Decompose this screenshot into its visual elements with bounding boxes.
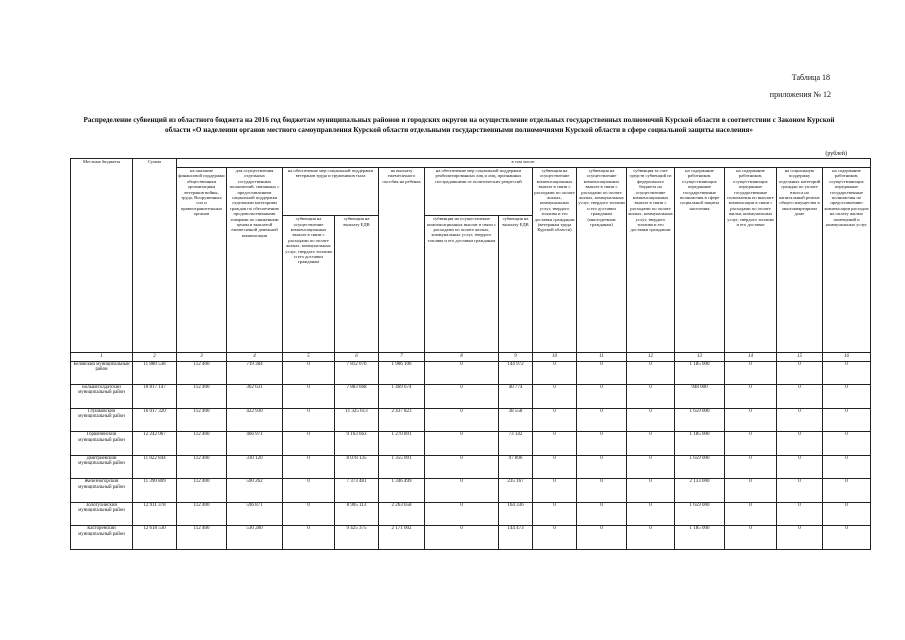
value-cell: 0 (823, 526, 871, 550)
value-cell: 0 (577, 502, 627, 526)
value-cell: 0 (627, 432, 675, 456)
header-in-that-number: в том числе: (177, 159, 871, 168)
value-cell: 719 384 (227, 361, 283, 385)
value-cell: 0 (425, 432, 499, 456)
value-cell: 0 (533, 502, 577, 526)
subsidy-table (70, 158, 871, 550)
value-cell: 12 242 067 (133, 432, 177, 456)
value-cell: 0 (577, 361, 627, 385)
value-cell: 0 (533, 479, 577, 503)
table-row (71, 432, 871, 456)
value-cell: 0 (577, 408, 627, 432)
region-name: Дмитриевский муниципальный район (71, 455, 133, 479)
header-col-15: на социальную поддержку отдельных категорий граждан по уплате взноса на капитальный ремонт общего имущества в многоквартирном доме (777, 168, 823, 353)
value-cell: 0 (283, 361, 335, 385)
value-cell: 0 (777, 455, 823, 479)
value-cell: 1 355 091 (379, 455, 425, 479)
region-name: Большесолдатский муниципальный район (71, 385, 133, 409)
value-cell: 0 (283, 502, 335, 526)
table-row (71, 526, 871, 550)
value-cell: 112 400 (177, 408, 227, 432)
value-cell: 11 880 538 (133, 361, 177, 385)
value-cell: 0 (425, 526, 499, 550)
value-cell: 0 (627, 455, 675, 479)
value-cell: 0 (823, 432, 871, 456)
value-cell: 112 400 (177, 455, 227, 479)
value-cell: 2 171 002 (379, 526, 425, 550)
value-cell: 0 (823, 455, 871, 479)
value-cell: 0 (725, 432, 777, 456)
table-row (71, 455, 871, 479)
value-cell: 0 (777, 479, 823, 503)
value-cell: 0 (283, 385, 335, 409)
value-cell: 11 390 809 (133, 479, 177, 503)
table-row (71, 502, 871, 526)
value-cell: 112 400 (177, 361, 227, 385)
header-col-14: на содержание работников, осуществляющих переданные государственные полномочия по выплате компенсации в связи с расходами по оплате жилья, коммунальных услуг, твердого топлива и его доставке (725, 168, 777, 353)
header-group-8-9: на обеспечение мер социальной поддержки реабилитированных лиц и лиц, признанных пострадавшими от политических репрессий (425, 168, 533, 216)
value-cell: 0 (283, 479, 335, 503)
value-cell: 0 (533, 455, 577, 479)
column-number: 9 (499, 353, 533, 361)
value-cell: 1 185 000 (675, 432, 725, 456)
value-cell: 530 280 (227, 526, 283, 550)
value-cell: 0 (725, 408, 777, 432)
value-cell: 112 400 (177, 385, 227, 409)
value-cell: 0 (725, 385, 777, 409)
region-name: Железногорский муниципальный район (71, 479, 133, 503)
value-cell: 0 (777, 502, 823, 526)
table-row (71, 408, 871, 432)
value-cell: 12 618 530 (133, 526, 177, 550)
region-name: Касторенский муниципальный район (71, 526, 133, 550)
value-cell: 0 (627, 526, 675, 550)
value-cell: 1 346 499 (379, 479, 425, 503)
value-cell: 0 (425, 385, 499, 409)
value-cell: 0 (577, 479, 627, 503)
value-cell: 8 078 135 (335, 455, 379, 479)
column-number: 3 (177, 353, 227, 361)
value-cell: 112 400 (177, 526, 227, 550)
region-name: Беловский муниципальный район (71, 361, 133, 385)
header-region: Местные бюджеты (71, 159, 133, 353)
column-number: 2 (133, 353, 177, 361)
value-cell: 0 (577, 385, 627, 409)
column-number: 10 (533, 353, 577, 361)
value-cell: 2 437 823 (379, 408, 425, 432)
value-cell: 0 (533, 432, 577, 456)
value-cell: 0 (533, 385, 577, 409)
column-number: 7 (379, 353, 425, 361)
column-number: 14 (725, 353, 777, 361)
value-cell: 9 425 375 (335, 526, 379, 550)
value-cell: 1 659 000 (675, 502, 725, 526)
value-cell: 0 (283, 526, 335, 550)
value-cell: 73 142 (499, 432, 533, 456)
header-col-7: на выплату ежемесячного пособия на ребенка (379, 168, 425, 353)
value-cell: 0 (533, 408, 577, 432)
value-cell: 0 (577, 455, 627, 479)
value-cell: 0 (725, 479, 777, 503)
value-cell: 144 972 (499, 361, 533, 385)
table-row (71, 361, 871, 385)
value-cell: 16 017 320 (133, 408, 177, 432)
value-cell: 12 911 378 (133, 502, 177, 526)
value-cell: 10 817 147 (133, 385, 177, 409)
value-cell: 0 (533, 526, 577, 550)
header-total: Сумма (133, 159, 177, 353)
value-cell: 0 (425, 479, 499, 503)
header-col-13: на содержание работников, осуществляющих переданные государственные полномочия в сфере социальной защиты населения (675, 168, 725, 353)
region-name: Золотухинский муниципальный район (71, 502, 133, 526)
value-cell: 11 325 613 (335, 408, 379, 432)
value-cell: 0 (283, 455, 335, 479)
value-cell: 2 263 658 (379, 502, 425, 526)
region-name: Глушковский муниципальный район (71, 408, 133, 432)
value-cell: 1 185 000 (675, 526, 725, 550)
value-cell: 466 971 (227, 432, 283, 456)
value-cell: 112 400 (177, 432, 227, 456)
value-cell: 0 (777, 408, 823, 432)
value-cell: 0 (777, 526, 823, 550)
value-cell: 0 (627, 361, 675, 385)
value-cell: 1 469 674 (379, 385, 425, 409)
value-cell: 112 400 (177, 502, 227, 526)
column-number: 13 (675, 353, 725, 361)
value-cell: 112 400 (177, 479, 227, 503)
value-cell: 0 (627, 385, 675, 409)
header-col-3: на оказание финансовой поддержки общественным организациям ветеранов войны, труда, Вооруженных сил и правоохранительных органов (177, 168, 227, 353)
value-cell: 330 120 (227, 455, 283, 479)
value-cell: 1 270 891 (379, 432, 425, 456)
column-number: 15 (777, 353, 823, 361)
value-cell: 0 (577, 526, 627, 550)
value-cell: 0 (725, 526, 777, 550)
header-col-6: субвенция на выплату ЕДВ (335, 216, 379, 353)
value-cell: 0 (777, 361, 823, 385)
value-cell: 0 (283, 432, 335, 456)
value-cell: 40 774 (499, 385, 533, 409)
value-cell: 0 (627, 408, 675, 432)
value-cell: 1 659 000 (675, 455, 725, 479)
value-cell: 7 883 668 (335, 385, 379, 409)
value-cell: 1 185 000 (675, 361, 725, 385)
region-name: Горшеченский муниципальный район (71, 432, 133, 456)
value-cell: 9 163 663 (335, 432, 379, 456)
value-cell: 1 906 106 (379, 361, 425, 385)
column-number: 16 (823, 353, 871, 361)
value-cell: 0 (425, 408, 499, 432)
value-cell: 164 336 (499, 502, 533, 526)
table-row (71, 385, 871, 409)
value-cell: 2 133 000 (675, 479, 725, 503)
header-col-12: субвенция за счет средств субвенций из федерального бюджета на осуществление компенсационных выплат в связи с расходами по оплате жилых, коммунальных услуг, твердого топлива и его доставки гражданам (627, 168, 675, 353)
header-col-5: субвенция на осуществление компенсационных выплат в связи с расходами по оплате жилых, коммунальных услуг, твердого топлива и его доставки гражданам (283, 216, 335, 353)
value-cell: 0 (823, 385, 871, 409)
appendix-label: приложения № 12 (769, 90, 831, 99)
value-cell: 0 (823, 408, 871, 432)
column-number: 5 (283, 353, 335, 361)
value-cell: 7 812 076 (335, 361, 379, 385)
value-cell: 0 (823, 479, 871, 503)
value-cell: 590 262 (227, 479, 283, 503)
table-number: Таблица 18 (791, 73, 830, 82)
column-number: 4 (227, 353, 283, 361)
value-cell: 0 (725, 361, 777, 385)
value-cell: 422 930 (227, 408, 283, 432)
value-cell: 0 (725, 502, 777, 526)
column-number: 12 (627, 353, 675, 361)
header-col-4: для осуществления отдельных государственных полномочий, связанных с предоставлением социальной поддержки отдельным категориям граждан по обеспечению продовольственными товарами по сниженным ценам и выплатой ежемесячной денежной компенсации (227, 168, 283, 353)
document-title: Распределение субвенций из областного бюджета на 2016 год бюджетам муниципальных районов и городских округов на осуществление отдельных государственных полномочий Курской области в соответствии с Законом Курской области «О наделении органов местного самоуправления Курской области отдельными государственными полномочиями Курской области в сфере социальной защиты населения» (83, 116, 835, 134)
value-cell: 0 (577, 432, 627, 456)
value-cell: 0 (823, 502, 871, 526)
header-col-10: субвенция на осуществление компенсационных выплат в связи с расходами по оплате жилых, коммунальных услуг, твердого топлива и его доставки гражданам (ветеранам труда Курской области) (533, 168, 577, 353)
unit-label: (рублей) (825, 151, 847, 157)
value-cell: 362 631 (227, 385, 283, 409)
value-cell: 596 871 (227, 502, 283, 526)
value-cell: 8 905 113 (335, 502, 379, 526)
value-cell: 0 (627, 502, 675, 526)
value-cell: 1 659 000 (675, 408, 725, 432)
value-cell: 144 473 (499, 526, 533, 550)
header-col-11: субвенция на осуществление компенсационных выплат в связи с расходами по оплате жилых, коммунальных услуг, твердого топлива и его доставки гражданам (многодетным гражданам) (577, 168, 627, 353)
header-group-5-6: на обеспечение мер социальной поддержки ветеранов труда и тружеников тыла (283, 168, 379, 216)
column-number: 1 (71, 353, 133, 361)
value-cell: 0 (777, 432, 823, 456)
table-row (71, 479, 871, 503)
column-number: 11 (577, 353, 627, 361)
value-cell: 0 (425, 361, 499, 385)
column-number: 6 (335, 353, 379, 361)
value-cell: 0 (533, 361, 577, 385)
value-cell: 948 000 (675, 385, 725, 409)
header-col-9: субвенция на выплату ЕДВ (499, 216, 533, 353)
value-cell: 0 (627, 479, 675, 503)
value-cell: 0 (823, 361, 871, 385)
value-cell: 7 373 481 (335, 479, 379, 503)
value-cell: 0 (777, 385, 823, 409)
column-number: 8 (425, 353, 499, 361)
value-cell: 0 (425, 455, 499, 479)
value-cell: 235 167 (499, 479, 533, 503)
value-cell: 0 (283, 408, 335, 432)
value-cell: 11 822 844 (133, 455, 177, 479)
header-col-16: на содержание работников, осуществляющих переданные государственные полномочия по предоставлению компенсации расходов на оплату жилых помещений и коммунальных услуг (823, 168, 871, 353)
value-cell: 0 (725, 455, 777, 479)
value-cell: 0 (425, 502, 499, 526)
header-col-8: субвенция на осуществление компенсационных выплат в связи с расходами по оплате жилых, коммунальных услуг, твердого топлива и его доставки гражданам (425, 216, 499, 353)
value-cell: 38 558 (499, 408, 533, 432)
value-cell: 97 896 (499, 455, 533, 479)
